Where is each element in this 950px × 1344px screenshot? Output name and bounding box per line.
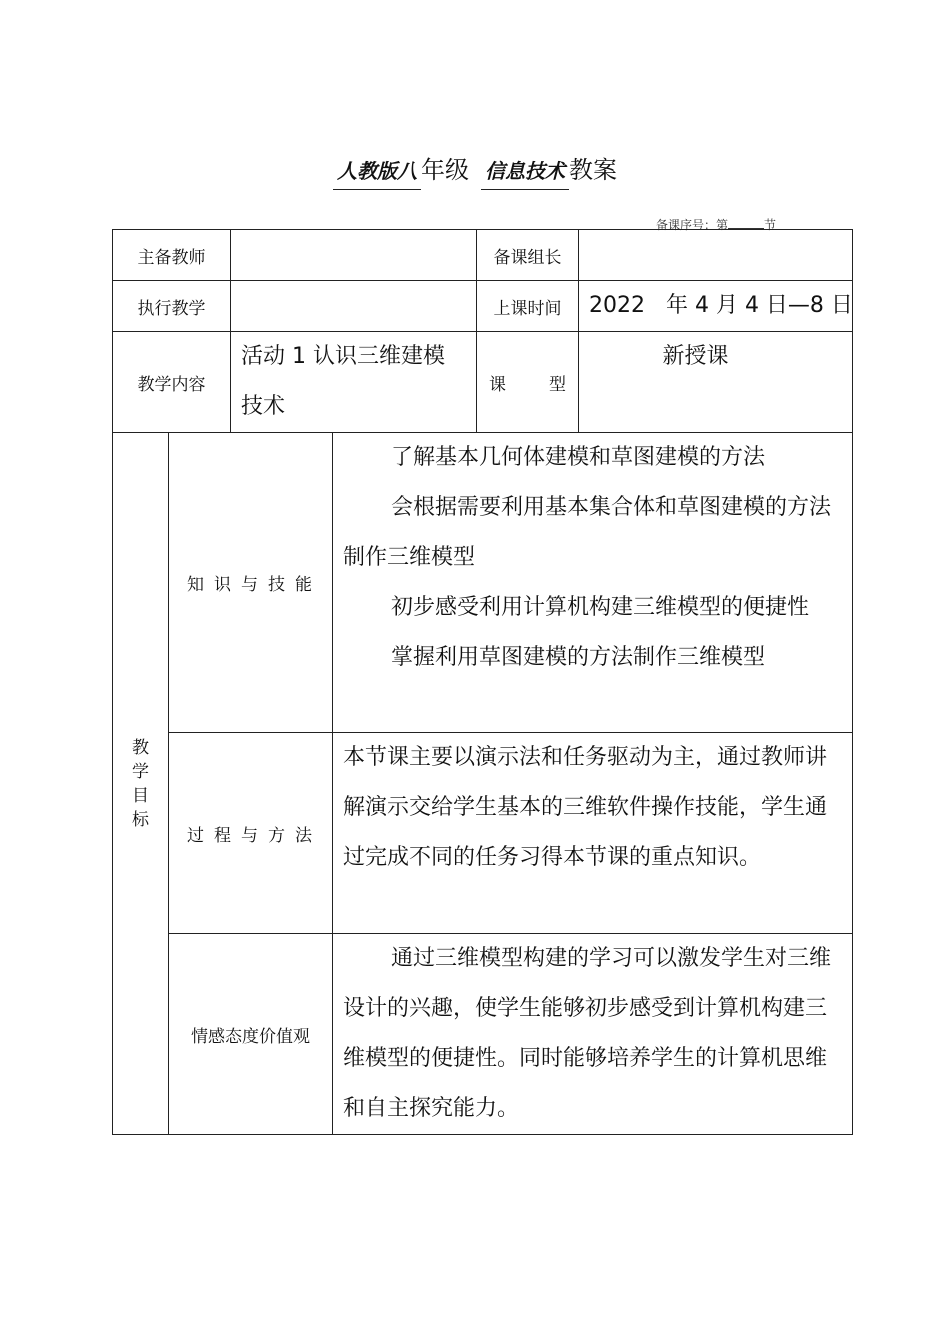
grade-text: 年级 (421, 156, 469, 184)
type-label-2: 型 (549, 374, 566, 395)
exec-value (231, 281, 477, 332)
emotion-content: 通过三维模型构建的学习可以激发学生对三维设计的兴趣，使学生能够初步感受到计算机构建三维模型的便捷性。同时能够培养学生的计算机思维和自主探究能力。 (333, 934, 853, 1135)
group-leader-value (579, 230, 853, 281)
knowledge-item: 了解基本几何体建模和草图建模的方法 (391, 445, 766, 470)
objectives-char-3: 目 (132, 785, 149, 806)
process-content: 本节课主要以演示法和任务驱动为主，通过教师讲解演示交给学生基本的三维软件操作技能，学生通过完成不同的任务习得本节课的重点知识。 (333, 733, 853, 934)
subject-fill: 信息技术 (481, 153, 569, 190)
type-label (477, 332, 579, 433)
objectives-char-2: 学 (132, 761, 149, 782)
row-exec (113, 281, 853, 332)
publisher-fill: 人教版八 (333, 153, 421, 190)
plan-text: 教案 (569, 156, 617, 184)
row-knowledge (113, 433, 853, 733)
process-label: 过程与方法 (169, 733, 333, 934)
serial-prefix: 备课序号：第 (656, 218, 729, 232)
type-label-1: 课 (489, 374, 506, 395)
serial-suffix: 节 (764, 218, 777, 232)
knowledge-item: 会根据需要利用基本集合体和草图建模的方法制作三维模型 (343, 495, 832, 570)
content-label: 教学内容 (113, 332, 231, 433)
page-title (0, 152, 950, 190)
content-value: 活动 1 认识三维建模技术 (231, 332, 477, 433)
row-main-teacher (113, 230, 853, 281)
row-emotion (113, 934, 853, 1135)
serial-blank (728, 219, 764, 229)
objectives-label (113, 433, 169, 1135)
objectives-char-4: 标 (132, 809, 149, 830)
type-value: 新授课 (579, 332, 853, 433)
emotion-label: 情感态度价值观 (169, 934, 333, 1135)
knowledge-content (333, 433, 853, 733)
knowledge-item: 掌握利用草图建模的方法制作三维模型 (391, 645, 766, 670)
row-process (113, 733, 853, 934)
main-teacher-value (231, 230, 477, 281)
time-value: 2022 年 4 月 4 日—8 日 (579, 281, 853, 332)
time-label: 上课时间 (477, 281, 579, 332)
knowledge-label: 知识与技能 (169, 433, 333, 733)
main-teacher-label: 主备教师 (113, 230, 231, 281)
exec-label: 执行教学 (113, 281, 231, 332)
row-content (113, 332, 853, 433)
lesson-plan-table (112, 229, 853, 1135)
objectives-char-1: 教 (132, 737, 149, 758)
knowledge-item: 初步感受利用计算机构建三维模型的便捷性 (391, 595, 810, 620)
group-leader-label: 备课组长 (477, 230, 579, 281)
